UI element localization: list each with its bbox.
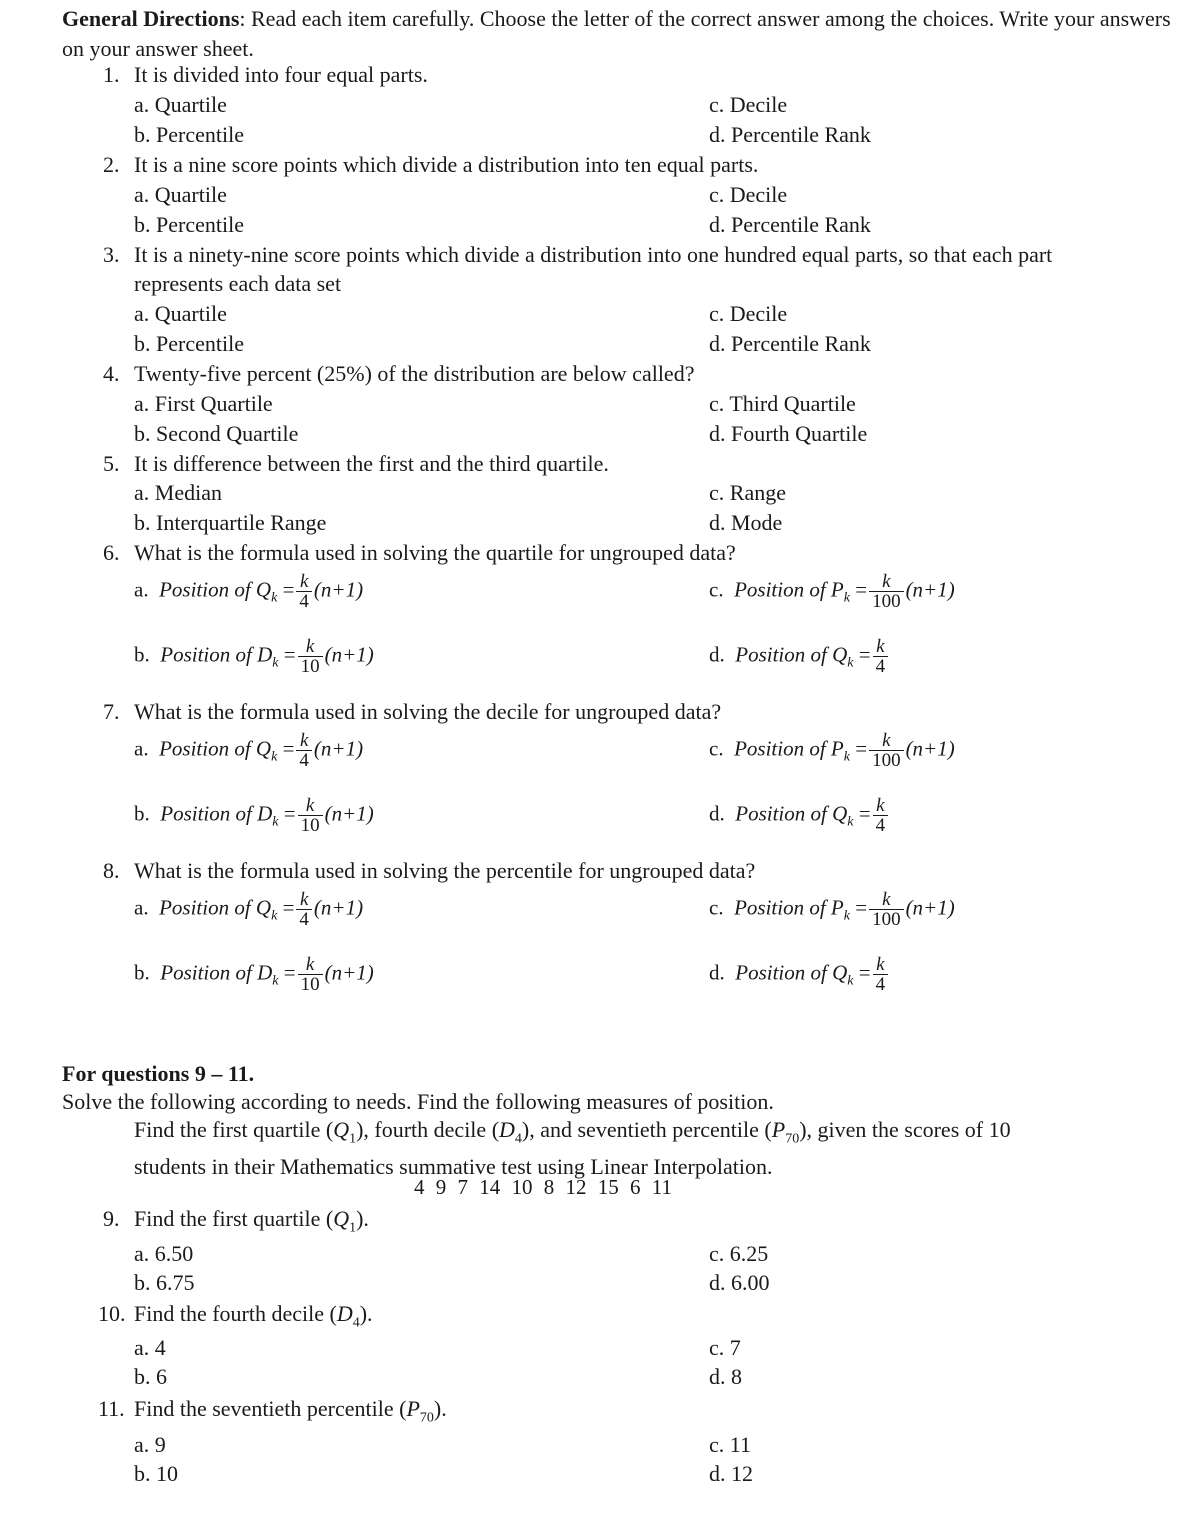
q6-number: 6. <box>103 540 120 565</box>
q5-choice-a: a. Median <box>134 480 222 505</box>
q3-choice-c: c. Decile <box>709 301 788 326</box>
q11-choice-a: a. 9 <box>134 1432 166 1457</box>
q6-choice-d: d. Position of $Q_k$ = $\frac{k}{4}$ <box>709 637 890 676</box>
q7-text: What is the formula used in solving the decile for ungrouped data? <box>134 699 722 724</box>
q3-number: 3. <box>103 242 120 267</box>
q1-choice-a: a. Quartile <box>134 92 227 117</box>
q8-choice-c: c. Position of $P_k$ = $\frac{k}{100}$ (n+1) <box>709 889 955 930</box>
q10-choice-a: a. 4 <box>134 1335 166 1360</box>
section-line3: students in their Mathematics summative test using Linear Interpolation. <box>134 1154 773 1180</box>
q9-choice-b: b. 6.75 <box>134 1270 195 1295</box>
q1-text: It is divided into four equal parts. <box>134 62 428 87</box>
q11-text: Find the seventieth percentile $(P_{70})$. <box>134 1396 447 1426</box>
q8-number: 8. <box>103 858 120 883</box>
q7-choice-c: c. Position of $P_k$ = $\frac{k}{100}$ (n+1) <box>709 730 955 771</box>
q11-choice-b: b. 10 <box>134 1461 178 1486</box>
section-line1: Solve the following according to needs. Find the following measures of position. <box>62 1089 774 1114</box>
q5-choice-d: d. Mode <box>709 510 783 535</box>
q5-choice-b: b. Interquartile Range <box>134 510 327 535</box>
q11-number: 11. <box>98 1396 125 1421</box>
q6-choice-c: c. Position of $P_k$ = $\frac{k}{100}$ (n+1) <box>709 571 955 612</box>
q10-choice-b: b. 6 <box>134 1364 167 1389</box>
q7-choice-a: a. Position of $Q_k$ = $\frac{k}{4}$ (n+1) <box>134 730 364 771</box>
q7-choice-d: d. Position of $Q_k$ = $\frac{k}{4}$ <box>709 796 890 835</box>
q2-choice-d: d. Percentile Rank <box>709 212 871 237</box>
q7-number: 7. <box>103 699 120 724</box>
q10-choice-c: c. 7 <box>709 1335 741 1360</box>
q1-number: 1. <box>103 62 120 87</box>
q4-choice-a: a. First Quartile <box>134 391 273 416</box>
q3-choice-b: b. Percentile <box>134 331 244 356</box>
q4-number: 4. <box>103 361 120 386</box>
q3-choice-d: d. Percentile Rank <box>709 331 871 356</box>
q3-text-line2: represents each data set <box>134 271 342 296</box>
q9-choice-d: d. 6.00 <box>709 1270 770 1295</box>
q10-choice-d: d. 8 <box>709 1364 742 1389</box>
q4-text: Twenty-five percent (25%) of the distribution are below called? <box>134 361 695 386</box>
q9-number: 9. <box>103 1206 120 1231</box>
q11-choice-c: c. 11 <box>709 1432 751 1457</box>
q3-choice-a: a. Quartile <box>134 301 227 326</box>
q10-text: Find the fourth decile $(D_4)$. <box>134 1301 373 1331</box>
q5-text: It is difference between the first and the third quartile. <box>134 451 609 476</box>
problem-section <box>62 1060 1162 1181</box>
q2-number: 2. <box>103 152 120 177</box>
q6-choice-a: a. Position of $Q_k$ = $\frac{k}{4}$ (n+1) <box>134 571 364 612</box>
q8-choice-b: b. Position of $D_k$ = $\frac{k}{10}$ (n+1) <box>134 954 374 995</box>
q11-choice-d: d. 12 <box>709 1461 753 1486</box>
q4-choice-c: c. Third Quartile <box>709 391 856 416</box>
q1-choice-b: b. Percentile <box>134 122 244 147</box>
q2-choice-b: b. Percentile <box>134 212 244 237</box>
scores-list: 4 9 7 14 10 8 12 15 6 11 <box>414 1175 672 1199</box>
q8-choice-d: d. Position of $Q_k$ = $\frac{k}{4}$ <box>709 955 890 994</box>
q7-choice-b: b. Position of $D_k$ = $\frac{k}{10}$ (n+1) <box>134 795 374 836</box>
general-directions <box>62 4 1172 64</box>
q3-text: It is a ninety-nine score points which divide a distribution into one hundred equal parts, so that each part <box>134 242 1053 267</box>
q9-text: Find the first quartile $(Q_1)$. <box>134 1206 369 1236</box>
q1-choice-c: c. Decile <box>709 92 788 117</box>
q2-choice-a: a. Quartile <box>134 182 227 207</box>
q9-choice-a: a. 6.50 <box>134 1241 194 1266</box>
section-line2: Find the first quartile $(Q_1)$, fourth decile $(D_4)$, and seventieth percentile $(P_{70})$, given the scores of 10 <box>134 1117 1011 1147</box>
q2-text: It is a nine score points which divide a distribution into ten equal parts. <box>134 152 759 177</box>
q5-choice-c: c. Range <box>709 480 786 505</box>
q6-text: What is the formula used in solving the quartile for ungrouped data? <box>134 540 736 565</box>
q9-choice-c: c. 6.25 <box>709 1241 769 1266</box>
q4-choice-b: b. Second Quartile <box>134 421 299 446</box>
directions-text: : Read each item carefully. Choose the letter of the correct answer among the choices. Write your answers on your answer sheet. <box>62 6 1171 61</box>
q4-choice-d: d. Fourth Quartile <box>709 421 868 446</box>
q10-number: 10. <box>98 1301 126 1326</box>
q6-choice-b: b. Position of $D_k$ = $\frac{k}{10}$ (n+1) <box>134 636 374 677</box>
q8-choice-a: a. Position of $Q_k$ = $\frac{k}{4}$ (n+1) <box>134 889 364 930</box>
q8-text: What is the formula used in solving the percentile for ungrouped data? <box>134 858 756 883</box>
q1-choice-d: d. Percentile Rank <box>709 122 871 147</box>
directions-label: General Directions <box>62 6 240 31</box>
q5-number: 5. <box>103 451 120 476</box>
section-heading: For questions 9 – 11. <box>62 1061 255 1086</box>
q2-choice-c: c. Decile <box>709 182 788 207</box>
